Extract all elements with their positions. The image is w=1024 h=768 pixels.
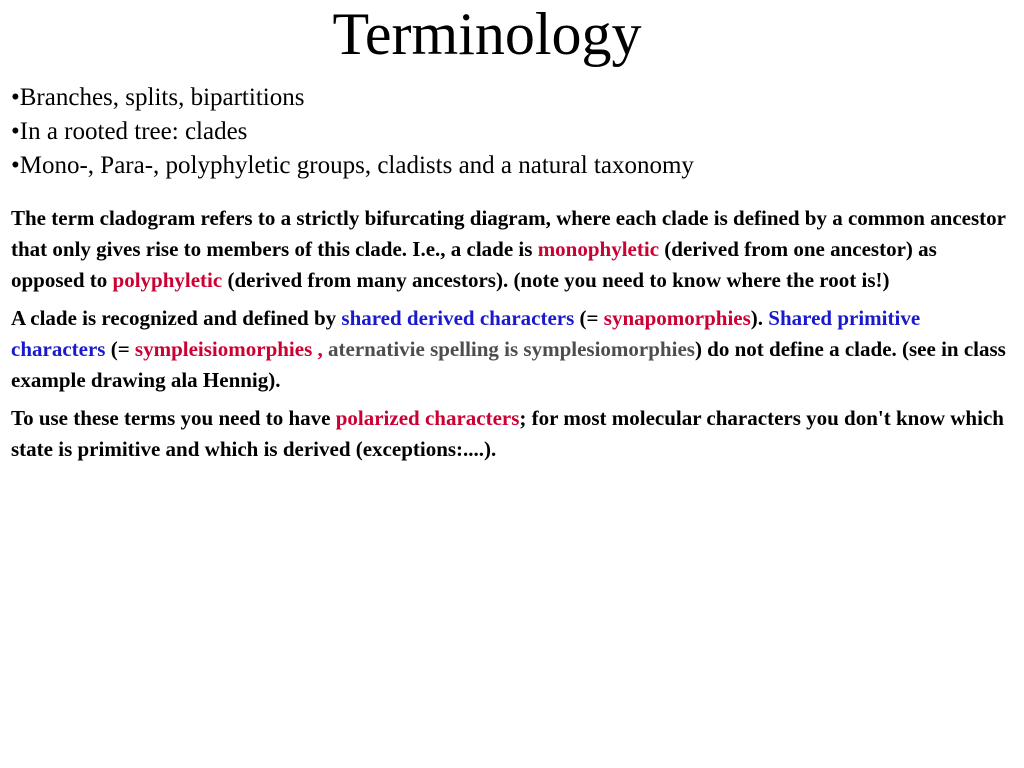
text-segment: ; for most molecular characters you don't know which state is primitive and which is derived (exceptions:....). <box>11 406 1004 461</box>
term-monophyletic: monophyletic <box>537 237 660 261</box>
body-text <box>11 203 1014 472</box>
text-segment: (= <box>574 306 604 330</box>
paragraph-cladogram <box>11 203 1014 296</box>
bullet-item: •Branches, splits, bipartitions <box>11 84 305 111</box>
text-segment: , <box>312 337 329 361</box>
paragraph-clade-definition <box>11 303 1014 396</box>
text-segment: The term cladogram refers to a strictly bifurcating diagram, where each clade is defined by a common ancestor that only gives rise to members of this clade. I.e., a clade is <box>11 206 1006 261</box>
alternative-spelling-note: aternativie spelling is symplesiomorphies <box>328 337 695 361</box>
text-segment: To use these terms you need to have <box>11 406 336 430</box>
text-segment: (derived from one ancestor) as opposed to <box>11 237 937 292</box>
term-sympleisiomorphies: sympleisiomorphies <box>134 337 313 361</box>
text-segment: (derived from many ancestors). (note you need to know where the root is!) <box>222 268 890 292</box>
term-polyphyletic: polyphyletic <box>112 268 223 292</box>
term-shared-derived-characters: shared derived characters <box>341 306 575 330</box>
paragraph-polarized-characters <box>11 403 1014 465</box>
text-segment: ). <box>750 306 769 330</box>
term-shared-primitive-characters: Shared primitive characters <box>11 306 921 361</box>
bullet-list <box>11 81 1011 183</box>
slide-title: Terminology <box>332 1 642 67</box>
bullet-item: •Mono-, Para-, polyphyletic groups, cladists and a natural taxonomy <box>11 152 694 179</box>
term-polarized-characters: polarized characters <box>335 406 520 430</box>
text-segment: A clade is recognized and defined by <box>11 306 342 330</box>
bullet-item: •In a rooted tree: clades <box>11 118 248 145</box>
term-synapomorphies: synapomorphies <box>603 306 751 330</box>
text-segment: (= <box>105 337 135 361</box>
text-segment: ) do not define a clade. (see in class example drawing ala Hennig). <box>11 337 1006 392</box>
